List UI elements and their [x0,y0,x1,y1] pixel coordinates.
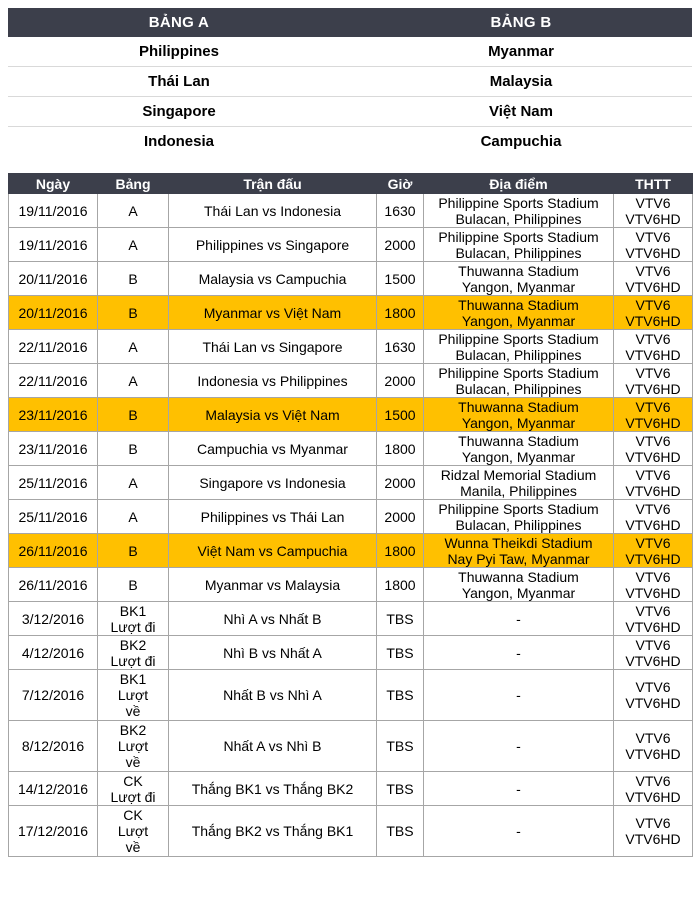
match-teams: Nhì A vs Nhất B [169,602,377,636]
match-date: 23/11/2016 [9,432,98,466]
schedule-row [9,568,693,602]
match-broadcast: VTV6 VTV6HD [614,262,693,296]
group-a-header: BẢNG A [8,8,350,37]
match-teams: Philippines vs Singapore [169,228,377,262]
match-group: A [98,364,169,398]
groups-header-row [8,8,692,37]
group-a-team: Thái Lan [8,67,350,97]
match-date: 17/12/2016 [9,806,98,857]
schedule-header-row [9,174,693,194]
match-teams: Malaysia vs Việt Nam [169,398,377,432]
schedule-row [9,806,693,857]
match-time: 1800 [377,432,424,466]
schedule-row [9,636,693,670]
match-group: A [98,500,169,534]
schedule-row-vietnam [9,296,693,330]
match-date: 20/11/2016 [9,296,98,330]
match-date: 26/11/2016 [9,534,98,568]
group-b-header: BẢNG B [350,8,692,37]
match-venue: Philippine Sports Stadium Bulacan, Philippines [424,500,614,534]
group-b-team: Việt Nam [350,97,692,127]
match-date: 23/11/2016 [9,398,98,432]
match-time: 2000 [377,500,424,534]
match-group: B [98,568,169,602]
match-teams: Indonesia vs Philippines [169,364,377,398]
match-venue: Philippine Sports Stadium Bulacan, Philippines [424,330,614,364]
schedule-row [9,330,693,364]
match-venue: - [424,772,614,806]
match-group: B [98,398,169,432]
match-venue: - [424,721,614,772]
match-date: 22/11/2016 [9,330,98,364]
match-date: 7/12/2016 [9,670,98,721]
match-broadcast: VTV6 VTV6HD [614,568,693,602]
match-date: 8/12/2016 [9,721,98,772]
match-group: BK1 Lượt về [98,670,169,721]
match-time: 2000 [377,364,424,398]
match-time: TBS [377,721,424,772]
schedule-row [9,364,693,398]
match-broadcast: VTV6 VTV6HD [614,194,693,228]
match-broadcast: VTV6 VTV6HD [614,330,693,364]
match-date: 19/11/2016 [9,194,98,228]
schedule-row [9,602,693,636]
match-date: 26/11/2016 [9,568,98,602]
match-teams: Nhì B vs Nhất A [169,636,377,670]
group-a-team: Indonesia [143,133,214,150]
match-date: 25/11/2016 [9,466,98,500]
schedule-row [9,194,693,228]
match-teams: Nhất A vs Nhì B [169,721,377,772]
match-date: 4/12/2016 [9,636,98,670]
schedule-row-vietnam [9,398,693,432]
match-group: B [98,534,169,568]
match-time: 1500 [377,262,424,296]
match-time: 2000 [377,466,424,500]
col-header-match: Trận đấu [169,174,377,194]
group-row [8,127,692,157]
schedule-row [9,772,693,806]
match-time: 1500 [377,398,424,432]
match-time: 1800 [377,296,424,330]
groups-table [8,8,692,156]
match-group: CK Lượt đi [98,772,169,806]
schedule-table [8,173,693,857]
match-date: 20/11/2016 [9,262,98,296]
match-teams: Việt Nam vs Campuchia [169,534,377,568]
match-teams: Singapore vs Indonesia [169,466,377,500]
match-teams: Nhất B vs Nhì A [169,670,377,721]
group-b-team: Myanmar [350,37,692,67]
match-group: B [98,262,169,296]
schedule-row [9,466,693,500]
match-broadcast: VTV6 VTV6HD [614,806,693,857]
match-broadcast: VTV6 VTV6HD [614,772,693,806]
match-broadcast: VTV6 VTV6HD [614,500,693,534]
group-row [8,67,692,97]
match-venue: Philippine Sports Stadium Bulacan, Philippines [424,228,614,262]
match-broadcast: VTV6 VTV6HD [614,721,693,772]
match-teams: Myanmar vs Việt Nam [169,296,377,330]
match-group: B [98,432,169,466]
match-venue: - [424,636,614,670]
col-header-tv: THTT [614,174,693,194]
match-time: TBS [377,602,424,636]
group-a-team: Singapore [8,97,350,127]
match-time: 1630 [377,330,424,364]
match-venue: Ridzal Memorial Stadium Manila, Philippines [424,466,614,500]
schedule-row [9,500,693,534]
match-broadcast: VTV6 VTV6HD [614,398,693,432]
match-venue: Wunna Theikdi Stadium Nay Pyi Taw, Myanmar [424,534,614,568]
match-teams: Malaysia vs Campuchia [169,262,377,296]
match-broadcast: VTV6 VTV6HD [614,432,693,466]
match-venue: Philippine Sports Stadium Bulacan, Philippines [424,194,614,228]
schedule-row [9,670,693,721]
match-broadcast: VTV6 VTV6HD [614,364,693,398]
match-broadcast: VTV6 VTV6HD [614,636,693,670]
match-group: CK Lượt về [98,806,169,857]
match-venue: Thuwanna Stadium Yangon, Myanmar [424,296,614,330]
match-broadcast: VTV6 VTV6HD [614,296,693,330]
match-time: 1800 [377,568,424,602]
match-teams: Thắng BK2 vs Thắng BK1 [169,806,377,857]
match-group: A [98,228,169,262]
match-group: BK2 Lượt đi [98,636,169,670]
col-header-time: Giờ [377,174,424,194]
match-venue: - [424,670,614,721]
match-broadcast: VTV6 VTV6HD [614,602,693,636]
match-time: TBS [377,806,424,857]
match-time: 1800 [377,534,424,568]
group-row [8,37,692,67]
group-b-team: Campuchia [480,133,562,150]
match-venue: Thuwanna Stadium Yangon, Myanmar [424,432,614,466]
group-b-team: Malaysia [350,67,692,97]
match-date: 19/11/2016 [9,228,98,262]
col-header-date: Ngày [9,174,98,194]
match-broadcast: VTV6 VTV6HD [614,466,693,500]
match-group: BK1 Lượt đi [98,602,169,636]
match-group: A [98,466,169,500]
match-group: B [98,296,169,330]
match-venue: Thuwanna Stadium Yangon, Myanmar [424,262,614,296]
match-teams: Thắng BK1 vs Thắng BK2 [169,772,377,806]
match-venue: Philippine Sports Stadium Bulacan, Philippines [424,364,614,398]
match-broadcast: VTV6 VTV6HD [614,670,693,721]
match-teams: Campuchia vs Myanmar [169,432,377,466]
match-teams: Philippines vs Thái Lan [169,500,377,534]
match-broadcast: VTV6 VTV6HD [614,228,693,262]
col-header-group: Bảng [98,174,169,194]
group-row [8,97,692,127]
match-date: 22/11/2016 [9,364,98,398]
match-group: A [98,330,169,364]
match-date: 3/12/2016 [9,602,98,636]
match-date: 14/12/2016 [9,772,98,806]
col-header-venue: Địa điểm [424,174,614,194]
groups-body [8,37,692,156]
match-broadcast: VTV6 VTV6HD [614,534,693,568]
match-group: A [98,194,169,228]
schedule-body [9,194,693,857]
match-teams: Myanmar vs Malaysia [169,568,377,602]
group-a-team: Philippines [8,37,350,67]
match-teams: Thái Lan vs Indonesia [169,194,377,228]
match-time: 2000 [377,228,424,262]
schedule-row [9,262,693,296]
schedule-row [9,721,693,772]
match-venue: Thuwanna Stadium Yangon, Myanmar [424,568,614,602]
schedule-row [9,432,693,466]
match-teams: Thái Lan vs Singapore [169,330,377,364]
schedule-row [9,228,693,262]
match-venue: Thuwanna Stadium Yangon, Myanmar [424,398,614,432]
match-time: TBS [377,772,424,806]
match-time: 1630 [377,194,424,228]
match-time: TBS [377,636,424,670]
match-group: BK2 Lượt về [98,721,169,772]
match-venue: - [424,602,614,636]
schedule-row-vietnam [9,534,693,568]
match-venue: - [424,806,614,857]
match-time: TBS [377,670,424,721]
match-date: 25/11/2016 [9,500,98,534]
